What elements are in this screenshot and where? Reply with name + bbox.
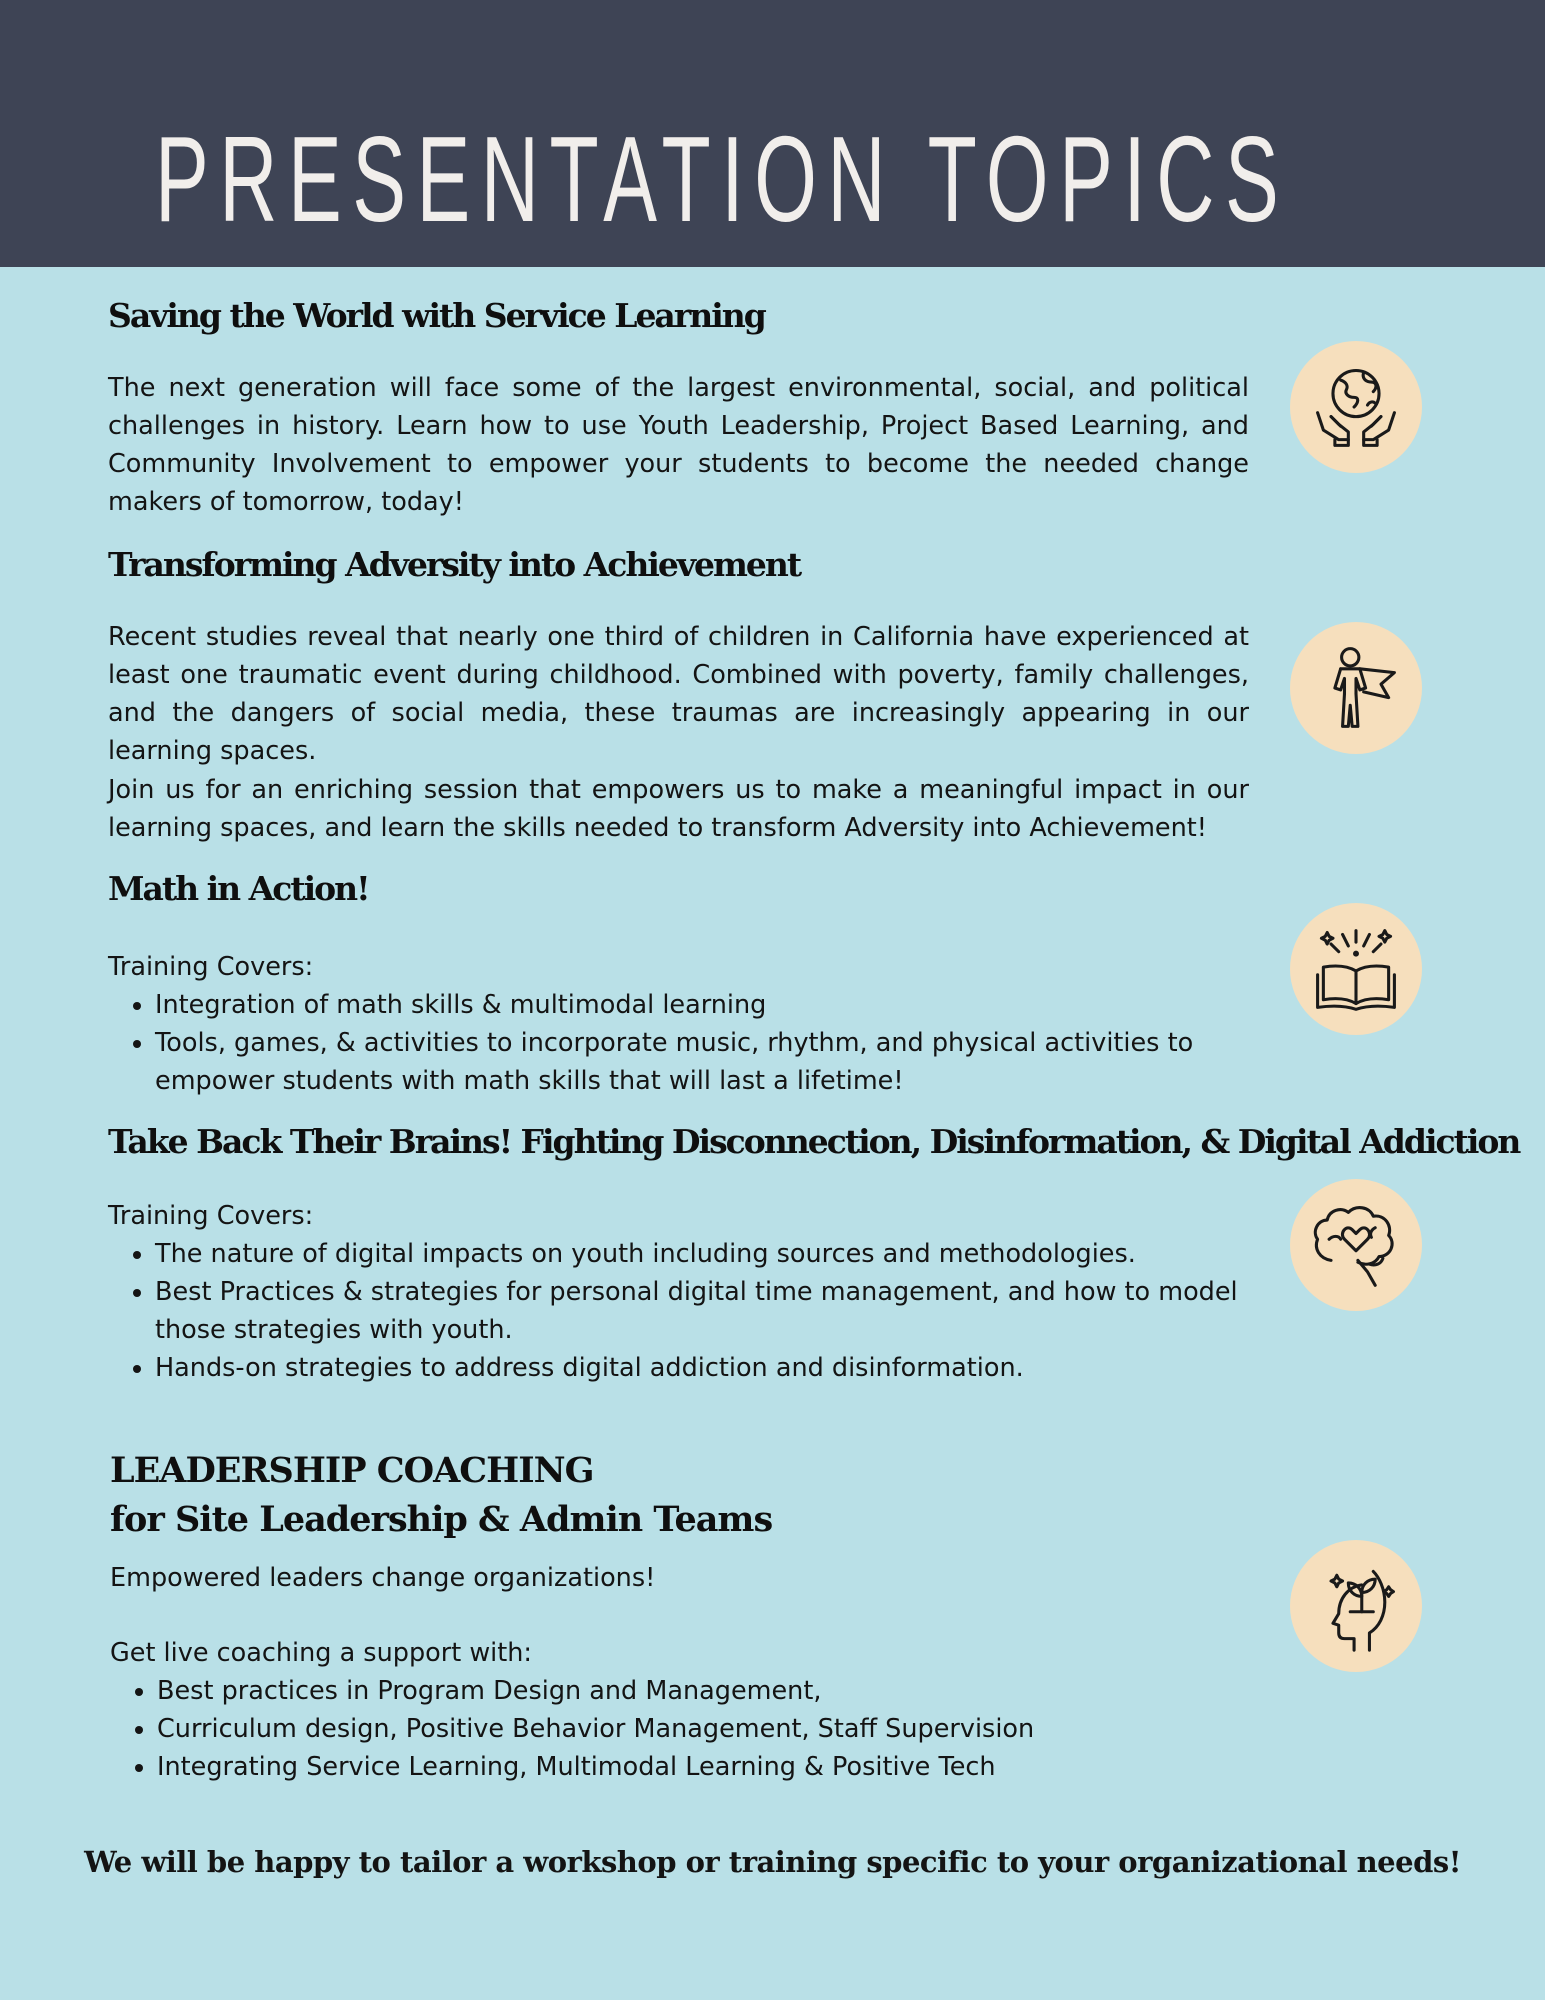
list-item: • Hands-on strategies to address digital addiction and disinformation. xyxy=(155,1349,1249,1387)
list-item: • Tools, games, & activities to incorporate music, rhythm, and physical activities to empower students with math skills that will last a lifetime! xyxy=(155,1024,1249,1100)
math-bullet-list xyxy=(108,986,1249,1100)
coaching-title-line1: LEADERSHIP COACHING xyxy=(110,1450,594,1491)
section-intro-digital: Training Covers: xyxy=(108,1201,314,1231)
globe-in-hands-icon xyxy=(1290,341,1422,473)
list-item: • Best practices in Program Design and Management, xyxy=(157,1672,1251,1710)
coaching-bullet-list xyxy=(110,1672,1251,1786)
coaching-tagline: Empowered leaders change organizations! xyxy=(110,1563,656,1593)
list-item: • Best Practices & strategies for personal digital time management, and how to model those strategies with youth. xyxy=(155,1273,1249,1349)
list-item: • The nature of digital impacts on youth including sources and methodologies. xyxy=(155,1235,1249,1273)
coaching-title-line2: for Site Leadership & Admin Teams xyxy=(110,1499,773,1540)
section-title-math: Math in Action! xyxy=(108,869,369,908)
brain-heart-icon xyxy=(1290,1179,1422,1311)
list-item: • Curriculum design, Positive Behavior Management, Staff Supervision xyxy=(157,1710,1251,1748)
list-item: • Integration of math skills & multimodal learning xyxy=(155,986,1249,1024)
page-title: PRESENTATION TOPICS xyxy=(155,111,1290,247)
header-banner xyxy=(0,0,1545,267)
section-body-adversity-join: Join us for an enriching session that empowers us to make a meaningful impact in our learning spaces, and learn the skills needed to transform Adversity into Achievement! xyxy=(108,775,1249,843)
coaching-intro: Get live coaching a support with: xyxy=(110,1638,533,1668)
section-title-service-learning: Saving the World with Service Learning xyxy=(108,296,765,335)
section-title-adversity: Transforming Adversity into Achievement xyxy=(108,545,801,584)
superhero-icon xyxy=(1290,622,1422,754)
section-intro-math: Training Covers: xyxy=(108,952,314,982)
growth-mind-icon xyxy=(1290,1540,1422,1672)
digital-bullet-list xyxy=(108,1235,1249,1387)
list-item: • Integrating Service Learning, Multimodal Learning & Positive Tech xyxy=(157,1748,1251,1786)
section-body-adversity: Recent studies reveal that nearly one third of children in California have experienced at least one traumatic event during childhood. Combined with poverty, family challenges, and the dangers of social media, these traumas are increasingly appearing in our learning spaces. xyxy=(108,622,1249,766)
closing-statement: We will be happy to tailor a workshop or training specific to your organizational needs! xyxy=(84,1845,1461,1879)
section-body-service-learning: The next generation will face some of the largest environmental, social, and political challenges in history. Learn how to use Youth Leadership, Project Based Learning, and Community Involvement to empower your students to become the needed change makers of tomorrow, today! xyxy=(108,373,1249,517)
section-title-digital: Take Back Their Brains! Fighting Disconnection, Disinformation, & Digital Addiction xyxy=(108,1122,1520,1161)
open-book-icon xyxy=(1290,903,1422,1035)
